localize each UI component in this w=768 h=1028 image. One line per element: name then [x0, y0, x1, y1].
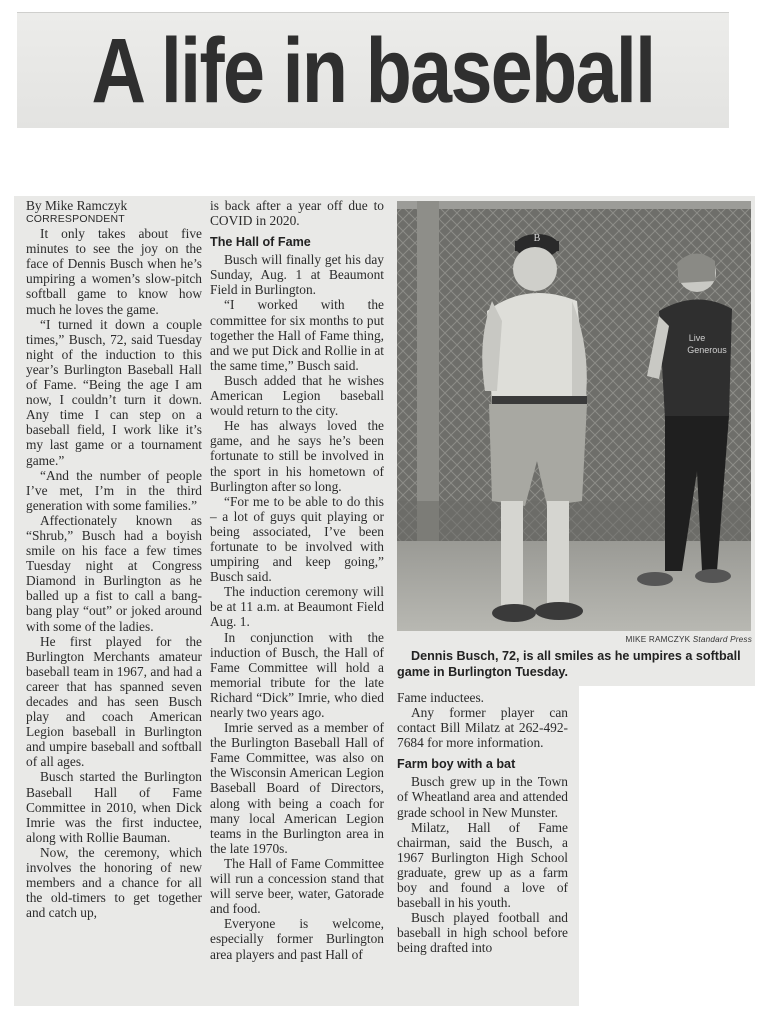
byline: By Mike Ramczyk: [26, 198, 128, 213]
headline: A life in baseball: [91, 20, 655, 122]
paragraph: Any former player can contact Bill Milatz at 262-492-7684 for more information.: [397, 705, 568, 751]
paragraph: In conjunction with the induction of Busch, the Hall of Fame Committee will hold a memorial tribute for the late Richard “Dick” Imrie, who died nearly two years ago.: [210, 629, 384, 720]
paragraph: “For me to be able to do this – a lot of guys quit playing or being associated, I’ve been fortunate to be involved with umpiring and keep going,” Busch said.: [210, 493, 384, 585]
paragraph: Busch played football and baseball in high school before being drafted into: [397, 910, 568, 956]
paragraph: Busch will finally get his day Sunday, Aug. 1 at Beaumont Field in Burlington.: [210, 252, 384, 298]
photo-credit: [520, 635, 752, 644]
article-column-3: [397, 690, 568, 956]
headline-strip: [17, 12, 729, 128]
byline-role: CORRESPONDENT: [26, 213, 125, 226]
paragraph-continued: Fame inductees.: [397, 690, 485, 705]
photo-credit-publication: Standard Press: [692, 635, 752, 644]
paragraph: Affectionately known as “Shrub,” Busch had a boyish smile on his face a few times Tuesday night at Congress Diamond in Burlington as he balled up a fist to call a bang-bang play “out” or joked around with some of the ladies.: [26, 512, 202, 634]
cap-letter: B: [533, 233, 541, 244]
paragraph: It only takes about five minutes to see the joy on the face of Dennis Busch when he’s umpiring a women’s slow-pitch softball game to know how much he loves the game.: [26, 226, 202, 317]
subhead-hall-of-fame: The Hall of Fame: [210, 235, 311, 250]
paragraph: Imrie served as a member of the Burlington Baseball Hall of Fame Committee, was also on the Wisconsin American Legion Baseball Board of Directors, along with being a coach for many local American Legion teams in the Burlington area in the late 1970s.: [210, 720, 384, 856]
paragraph: “And the number of people I’ve met, I’m in the third generation with some families.”: [26, 467, 202, 513]
article-column-1: [26, 198, 202, 920]
paragraph: Busch grew up in the Town of Wheatland area and attended grade school in New Munster.: [397, 774, 568, 820]
paragraph: “I turned it down a couple times,” Busch, 72, said Tuesday night of the induction to this year’s Burlington Baseball Hall of Fame. “Being the age I am now, I couldn’t turn it down. Any time I can step on a baseball field, I work like it’s my last game or a tournament game.”: [26, 316, 202, 468]
news-photo: [397, 201, 751, 631]
paragraph: The induction ceremony will be at 11 a.m. at Beaumont Field Aug. 1.: [210, 584, 384, 630]
photo-credit-name: MIKE RAMCZYK: [625, 635, 691, 644]
paragraph: Now, the ceremony, which involves the honoring of new members and a chance for all the old-timers to get together and catch up,: [26, 844, 202, 921]
paragraph: The Hall of Fame Committee will run a concession stand that will serve beer, water, Gatorade and food.: [210, 855, 384, 917]
paragraph: He has always loved the game, and he says he’s been fortunate to still be involved in the sport in his hometown of Burlington after so long.: [210, 418, 384, 494]
photo-caption: Dennis Busch, 72, is all smiles as he umpires a softball game in Burlington Tuesday.: [397, 649, 741, 679]
shirt-text-1: Live: [688, 333, 706, 343]
shirt-text-2: Generous: [687, 345, 727, 355]
paragraph: Milatz, Hall of Fame chairman, said the Busch, a 1967 Burlington High School graduate, grew up as a farm boy and found a love of baseball in his youth.: [397, 819, 568, 911]
paragraph: Busch started the Burlington Baseball Hall of Fame Committee in 2010, when Dick Imrie was the first inductee, along with Rollie Bauman.: [26, 769, 202, 845]
paragraph: He first played for the Burlington Merchants amateur baseball team in 1967, and had a career that has spanned seven decades and has seen Busch play and coach American Legion baseball in Burlington and umpire baseball and softball of all ages.: [26, 633, 202, 770]
paragraph: Busch added that he wishes American Legion baseball would return to the city.: [210, 372, 384, 419]
subhead-farm-boy: Farm boy with a bat: [397, 757, 516, 772]
article-column-2: [210, 198, 384, 962]
paragraph: Everyone is welcome, especially former Burlington area players and past Hall of: [210, 916, 384, 962]
paragraph-continued: is back after a year off due to COVID in 2020.: [210, 198, 384, 229]
paragraph: “I worked with the committee for six months to put together the Hall of Fame thing, and we put Dick and Rollie in at the same time,” Busch said.: [210, 297, 384, 373]
